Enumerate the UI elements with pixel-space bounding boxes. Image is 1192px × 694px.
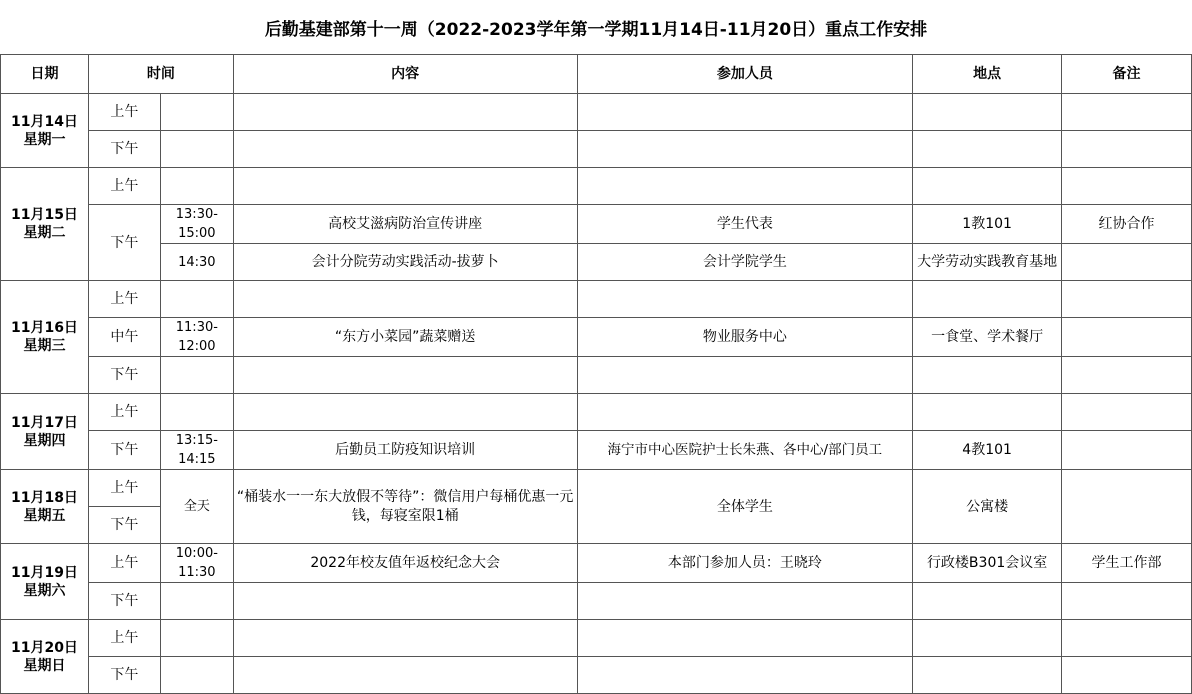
time-cell: [160, 394, 233, 431]
period-cell: 上午: [88, 94, 160, 131]
date-cell: [1, 394, 89, 470]
participants-cell: [577, 94, 913, 131]
period-cell: 上午: [88, 470, 160, 507]
note-cell: [1062, 394, 1192, 431]
header-content: 内容: [233, 55, 577, 94]
content-cell: [233, 168, 577, 205]
table-row: [1, 394, 1192, 431]
time-cell: [160, 168, 233, 205]
period-cell: 上午: [88, 281, 160, 318]
time-cell: [160, 131, 233, 168]
date-text: 11月17日: [10, 414, 78, 431]
location-cell: 1教101: [913, 205, 1062, 244]
note-cell: [1062, 281, 1192, 318]
participants-cell: 会计学院学生: [577, 244, 913, 281]
participants-cell: [577, 394, 913, 431]
participants-cell: [577, 620, 913, 657]
content-cell: [233, 620, 577, 657]
location-cell: 行政楼B301会议室: [913, 544, 1062, 583]
participants-cell: [577, 131, 913, 168]
note-cell: [1062, 657, 1192, 694]
time-cell: 全天: [160, 470, 233, 544]
header-participants: 参加人员: [577, 55, 913, 94]
content-cell: [233, 94, 577, 131]
period-cell: 上午: [88, 620, 160, 657]
table-row: [1, 357, 1192, 394]
table-row: [1, 94, 1192, 131]
period-cell: 下午: [88, 507, 160, 544]
table-row: [1, 318, 1192, 357]
date-text: 11月20日: [10, 639, 78, 656]
participants-cell: 本部门参加人员：王晓玲: [577, 544, 913, 583]
participants-cell: 海宁市中心医院护士长朱燕、各中心/部门员工: [577, 431, 913, 470]
page-title: 后勤基建部第十一周（2022-2023学年第一学期11月14日-11月20日）重点工作安排: [0, 0, 1192, 55]
content-cell: 会计分院劳动实践活动-拔萝卜: [233, 244, 577, 281]
table-row: [1, 244, 1192, 281]
content-cell: [233, 657, 577, 694]
period-cell: 下午: [88, 205, 160, 281]
period-cell: 下午: [88, 131, 160, 168]
participants-cell: [577, 168, 913, 205]
location-cell: [913, 394, 1062, 431]
participants-cell: [577, 583, 913, 620]
note-cell: 红协合作: [1062, 205, 1192, 244]
location-cell: [913, 281, 1062, 318]
table-row: [1, 131, 1192, 168]
note-cell: [1062, 244, 1192, 281]
note-cell: [1062, 94, 1192, 131]
note-cell: 学生工作部: [1062, 544, 1192, 583]
date-cell: [1, 281, 89, 394]
period-cell: 下午: [88, 357, 160, 394]
time-cell: [160, 583, 233, 620]
table-row: [1, 470, 1192, 507]
date-cell: [1, 620, 89, 694]
period-cell: 中午: [88, 318, 160, 357]
table-row: [1, 205, 1192, 244]
location-cell: [913, 583, 1062, 620]
note-cell: [1062, 131, 1192, 168]
location-cell: [913, 131, 1062, 168]
time-cell: [160, 94, 233, 131]
time-cell: [160, 281, 233, 318]
note-cell: [1062, 620, 1192, 657]
table-row: [1, 544, 1192, 583]
date-cell: [1, 94, 89, 168]
note-cell: [1062, 583, 1192, 620]
location-cell: 一食堂、学术餐厅: [913, 318, 1062, 357]
note-cell: [1062, 357, 1192, 394]
content-cell: 高校艾滋病防治宣传讲座: [233, 205, 577, 244]
table-row: [1, 583, 1192, 620]
date-cell: [1, 544, 89, 620]
schedule-table-wrapper: [0, 54, 1192, 694]
location-cell: [913, 94, 1062, 131]
table-row: [1, 168, 1192, 205]
table-row: [1, 431, 1192, 470]
header-time: 时间: [88, 55, 233, 94]
time-cell: 11:30-12:00: [160, 318, 233, 357]
time-cell: [160, 357, 233, 394]
location-cell: 大学劳动实践教育基地: [913, 244, 1062, 281]
time-cell: [160, 657, 233, 694]
weekday-text: 星期三: [23, 338, 66, 354]
location-cell: [913, 657, 1062, 694]
header-row: [1, 55, 1192, 94]
date-cell: [1, 470, 89, 544]
participants-cell: [577, 657, 913, 694]
date-text: 11月18日: [10, 489, 78, 506]
weekday-text: 星期二: [23, 225, 66, 241]
location-cell: [913, 357, 1062, 394]
date-cell: [1, 168, 89, 281]
weekday-text: 星期四: [23, 432, 66, 449]
content-cell: “桶装水一一东大放假不等待”：微信用户每桶优惠一元钱，每寝室限1桶: [233, 470, 577, 544]
header-note: 备注: [1062, 55, 1192, 94]
period-cell: 下午: [88, 657, 160, 694]
date-text: 11月16日: [10, 320, 78, 336]
period-cell: 下午: [88, 431, 160, 470]
note-cell: [1062, 168, 1192, 205]
location-cell: 4教101: [913, 431, 1062, 470]
content-cell: [233, 131, 577, 168]
content-cell: [233, 394, 577, 431]
time-cell: 13:30-15:00: [160, 205, 233, 244]
date-text: 11月15日: [10, 207, 78, 223]
time-cell: [160, 620, 233, 657]
location-cell: [913, 620, 1062, 657]
header-location: 地点: [913, 55, 1062, 94]
note-cell: [1062, 470, 1192, 544]
weekday-text: 星期日: [23, 657, 66, 674]
time-cell: 13:15-14:15: [160, 431, 233, 470]
weekday-text: 星期五: [23, 507, 66, 524]
participants-cell: [577, 357, 913, 394]
note-cell: [1062, 318, 1192, 357]
note-cell: [1062, 431, 1192, 470]
location-cell: 公寓楼: [913, 470, 1062, 544]
table-row: [1, 620, 1192, 657]
content-cell: [233, 281, 577, 318]
content-cell: 后勤员工防疫知识培训: [233, 431, 577, 470]
participants-cell: 学生代表: [577, 205, 913, 244]
date-text: 11月19日: [10, 564, 78, 581]
content-cell: “东方小菜园”蔬菜赠送: [233, 318, 577, 357]
content-cell: 2022年校友值年返校纪念大会: [233, 544, 577, 583]
table-row: [1, 281, 1192, 318]
date-text: 11月14日: [10, 113, 78, 130]
schedule-table: [0, 54, 1192, 694]
participants-cell: [577, 281, 913, 318]
content-cell: [233, 357, 577, 394]
participants-cell: 物业服务中心: [577, 318, 913, 357]
period-cell: 上午: [88, 394, 160, 431]
time-cell: 10:00-11:30: [160, 544, 233, 583]
weekday-text: 星期六: [23, 582, 66, 599]
period-cell: 下午: [88, 583, 160, 620]
weekday-text: 星期一: [23, 131, 66, 148]
location-cell: [913, 168, 1062, 205]
period-cell: 上午: [88, 168, 160, 205]
time-cell: 14:30: [160, 244, 233, 281]
table-row: [1, 657, 1192, 694]
content-cell: [233, 583, 577, 620]
period-cell: 上午: [88, 544, 160, 583]
header-date: 日期: [1, 55, 89, 94]
participants-cell: 全体学生: [577, 470, 913, 544]
